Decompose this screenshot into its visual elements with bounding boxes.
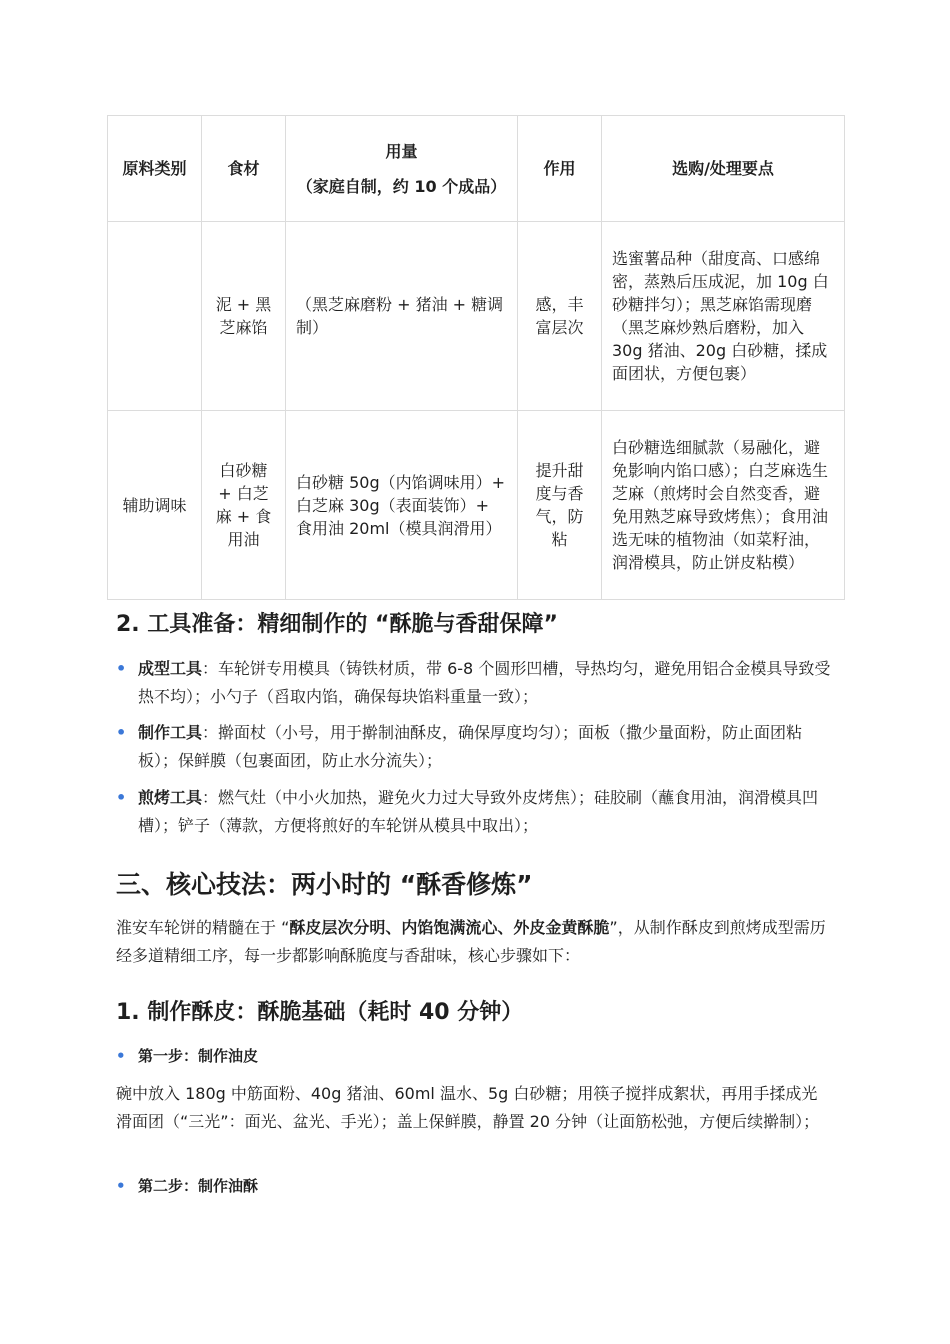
intro-text-after: ”，从制作酥皮到煎烤成型需历经多道精细工序，每一步都影响酥脆度与香甜味，核心步骤如下：	[116, 918, 826, 965]
table-row	[108, 222, 845, 411]
step1-heading: 1. 制作酥皮：酥脆基础（耗时 40 分钟）	[116, 1000, 524, 1025]
tool-label: 制作工具	[138, 723, 203, 742]
step1-paragraph: 碗中放入 180g 中筋面粉、40g 猪油、60ml 温水、5g 白砂糖；用筷子搅拌成絮状，再用手揉成光滑面团（“三光”：面光、盆光、手光）；盖上保鲜膜，静置 20 分钟（让面筋松弛，方便后续擀制）；	[116, 1084, 820, 1131]
header-category: 原料类别	[108, 116, 202, 222]
table-row	[108, 411, 845, 600]
step-sub-label: 第一步：制作油皮	[138, 1047, 259, 1065]
tool-text: ：燃气灶（中小火加热，避免火力过大导致外皮烤焦）；硅胶刷（蘸食用油，润滑模具凹槽）；铲子（薄款，方便将煎好的车轮饼从模具中取出）；	[138, 788, 819, 835]
step-subheading	[116, 1172, 832, 1200]
tools-heading: 2. 工具准备：精细制作的 “酥脆与香甜保障”	[116, 612, 558, 637]
cell-amount: （黑芝麻磨粉 + 猪油 + 糖调制）	[286, 222, 518, 411]
cell-category	[108, 222, 202, 411]
tools-list-item	[116, 655, 832, 711]
tools-list-item	[116, 784, 832, 840]
cell-amount: 白砂糖 50g（内馅调味用）+ 白芝麻 30g（表面装饰）+ 食用油 20ml（模具润滑用）	[286, 411, 518, 600]
tool-text: ：车轮饼专用模具（铸铁材质，带 6-8 个圆形凹槽，导热均匀，避免用铝合金模具导致受热不均）；小勺子（舀取内馅，确保每块馅料重量一致）；	[138, 659, 831, 706]
header-ingredient: 食材	[202, 116, 286, 222]
table-header-row	[108, 116, 845, 222]
section3-intro	[116, 914, 832, 970]
cell-tips: 白砂糖选细腻款（易融化，避免影响内馅口感）；白芝麻选生芝麻（煎烤时会自然变香，避免用熟芝麻导致烤焦）；食用油选无味的植物油（如菜籽油，润滑模具，防止饼皮粘模）	[602, 411, 845, 600]
bullet-icon: •	[116, 1047, 126, 1065]
cell-category: 辅助调味	[108, 411, 202, 600]
cell-function: 提升甜度与香气，防粘	[518, 411, 602, 600]
tool-label: 成型工具	[138, 659, 203, 678]
tool-label: 煎烤工具	[138, 788, 203, 807]
section3-heading: 三、核心技法：两小时的 “酥香修炼”	[116, 870, 533, 899]
header-amount-title: 用量	[385, 141, 418, 161]
intro-bold: 酥皮层次分明、内馅饱满流心、外皮金黄酥脆	[289, 918, 610, 937]
cell-tips: 选蜜薯品种（甜度高、口感绵密，蒸熟后压成泥，加 10g 白砂糖拌匀）；黑芝麻馅需现磨（黑芝麻炒熟后磨粉，加入 30g 猪油、20g 白砂糖，揉成面团状，方便包裹）	[602, 222, 845, 411]
ingredient-table	[107, 115, 845, 600]
header-amount	[286, 116, 518, 222]
step-subheading	[116, 1042, 832, 1070]
tool-text: ：擀面杖（小号，用于擀制油酥皮，确保厚度均匀）；面板（撒少量面粉，防止面团粘板）；保鲜膜（包裹面团，防止水分流失）；	[138, 723, 803, 770]
bullet-icon: •	[116, 659, 127, 678]
header-function: 作用	[518, 116, 602, 222]
cell-ingredient: 泥 + 黑芝麻馅	[202, 222, 286, 411]
bullet-icon: •	[116, 723, 127, 742]
header-amount-sub: （家庭自制，约 10 个成品）	[296, 176, 507, 196]
bullet-icon: •	[116, 788, 127, 807]
intro-text-before: 淮安车轮饼的精髓在于 “	[116, 918, 290, 937]
header-tips: 选购/处理要点	[602, 116, 845, 222]
cell-ingredient: 白砂糖 + 白芝麻 + 食用油	[202, 411, 286, 600]
tools-list-item	[116, 719, 832, 775]
cell-function: 感，丰富层次	[518, 222, 602, 411]
step-sub-label: 第二步：制作油酥	[138, 1177, 259, 1195]
bullet-icon: •	[116, 1177, 126, 1195]
